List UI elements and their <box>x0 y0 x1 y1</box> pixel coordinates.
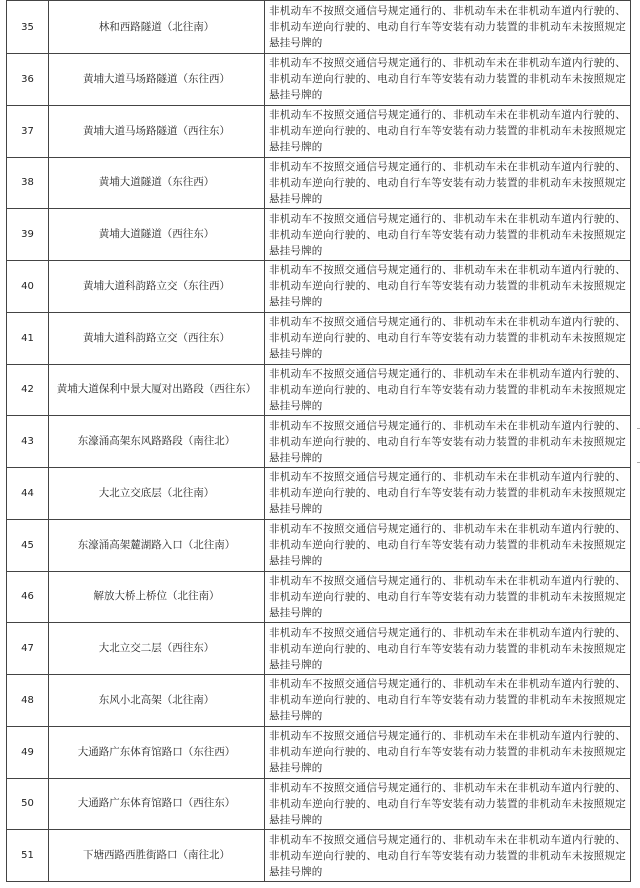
violation-cell: 非机动车不按照交通信号规定通行的、非机动车未在非机动车道内行驶的、非机动车逆向行驶的、电动自行车等安装有动力装置的非机动车未按照规定悬挂号牌的 <box>265 778 631 830</box>
violation-cell: 非机动车不按照交通信号规定通行的、非机动车未在非机动车道内行驶的、非机动车逆向行驶的、电动自行车等安装有动力装置的非机动车未按照规定悬挂号牌的 <box>265 312 631 364</box>
location-cell: 大北立交二层（西往东） <box>49 623 265 675</box>
row-number-cell: 44 <box>7 468 49 520</box>
table-row <box>7 1 631 54</box>
table-row <box>7 54 631 106</box>
table-row <box>7 468 631 520</box>
table-row <box>7 623 631 675</box>
location-cell: 黄埔大道科韵路立交（东往西） <box>49 261 265 313</box>
table-row <box>7 778 631 830</box>
violation-locations-table <box>6 0 631 882</box>
violation-cell: 非机动车不按照交通信号规定通行的、非机动车未在非机动车道内行驶的、非机动车逆向行驶的、电动自行车等安装有动力装置的非机动车未按照规定悬挂号牌的 <box>265 209 631 261</box>
row-number-cell: 50 <box>7 778 49 830</box>
violation-cell: 非机动车不按照交通信号规定通行的、非机动车未在非机动车道内行驶的、非机动车逆向行驶的、电动自行车等安装有动力装置的非机动车未按照规定悬挂号牌的 <box>265 468 631 520</box>
violation-cell: 非机动车不按照交通信号规定通行的、非机动车未在非机动车道内行驶的、非机动车逆向行驶的、电动自行车等安装有动力装置的非机动车未按照规定悬挂号牌的 <box>265 364 631 416</box>
row-number-cell: 36 <box>7 54 49 106</box>
row-number-cell: 40 <box>7 261 49 313</box>
location-cell: 黄埔大道马场路隧道（西往东） <box>49 105 265 157</box>
location-cell: 下塘西路西胜街路口（南往北） <box>49 830 265 882</box>
violation-cell: 非机动车不按照交通信号规定通行的、非机动车未在非机动车道内行驶的、非机动车逆向行驶的、电动自行车等安装有动力装置的非机动车未按照规定悬挂号牌的 <box>265 54 631 106</box>
table-row <box>7 105 631 157</box>
location-cell: 解放大桥上桥位（北往南） <box>49 571 265 623</box>
table-row <box>7 830 631 882</box>
table-row <box>7 364 631 416</box>
row-number-cell: 39 <box>7 209 49 261</box>
table-row <box>7 312 631 364</box>
location-cell: 黄埔大道科韵路立交（西往东） <box>49 312 265 364</box>
violation-cell: 非机动车不按照交通信号规定通行的、非机动车未在非机动车道内行驶的、非机动车逆向行驶的、电动自行车等安装有动力装置的非机动车未按照规定悬挂号牌的 <box>265 571 631 623</box>
row-number-cell: 43 <box>7 416 49 468</box>
table-body <box>7 1 631 882</box>
table-row <box>7 519 631 571</box>
table-row <box>7 209 631 261</box>
location-cell: 黄埔大道隧道（西往东） <box>49 209 265 261</box>
table-row <box>7 675 631 727</box>
violation-cell: 非机动车不按照交通信号规定通行的、非机动车未在非机动车道内行驶的、非机动车逆向行驶的、电动自行车等安装有动力装置的非机动车未按照规定悬挂号牌的 <box>265 675 631 727</box>
table-row <box>7 261 631 313</box>
location-cell: 林和西路隧道（北往南） <box>49 1 265 54</box>
table-row <box>7 726 631 778</box>
row-number-cell: 48 <box>7 675 49 727</box>
row-number-cell: 38 <box>7 157 49 209</box>
row-number-cell: 35 <box>7 1 49 54</box>
violation-cell: 非机动车不按照交通信号规定通行的、非机动车未在非机动车道内行驶的、非机动车逆向行驶的、电动自行车等安装有动力装置的非机动车未按照规定悬挂号牌的 <box>265 726 631 778</box>
location-cell: 大通路广东体育馆路口（西往东） <box>49 778 265 830</box>
violation-cell: 非机动车不按照交通信号规定通行的、非机动车未在非机动车道内行驶的、非机动车逆向行驶的、电动自行车等安装有动力装置的非机动车未按照规定悬挂号牌的 <box>265 261 631 313</box>
location-cell: 大北立交底层（北往南） <box>49 468 265 520</box>
row-number-cell: 51 <box>7 830 49 882</box>
location-cell: 东风小北高架（北往南） <box>49 675 265 727</box>
location-cell: 黄埔大道隧道（东往西） <box>49 157 265 209</box>
location-cell: 黄埔大道保利中景大厦对出路段（西往东） <box>49 364 265 416</box>
row-number-cell: 47 <box>7 623 49 675</box>
row-number-cell: 46 <box>7 571 49 623</box>
location-cell: 大通路广东体育馆路口（东往西） <box>49 726 265 778</box>
violation-cell: 非机动车不按照交通信号规定通行的、非机动车未在非机动车道内行驶的、非机动车逆向行驶的、电动自行车等安装有动力装置的非机动车未按照规定悬挂号牌的 <box>265 416 631 468</box>
row-number-cell: 42 <box>7 364 49 416</box>
violation-cell: 非机动车不按照交通信号规定通行的、非机动车未在非机动车道内行驶的、非机动车逆向行驶的、电动自行车等安装有动力装置的非机动车未按照规定悬挂号牌的 <box>265 157 631 209</box>
location-cell: 黄埔大道马场路隧道（东往西） <box>49 54 265 106</box>
row-number-cell: 37 <box>7 105 49 157</box>
row-number-cell: 41 <box>7 312 49 364</box>
location-cell: 东濠涌高架东风路路段（南往北） <box>49 416 265 468</box>
violation-cell: 非机动车不按照交通信号规定通行的、非机动车未在非机动车道内行驶的、非机动车逆向行驶的、电动自行车等安装有动力装置的非机动车未按照规定悬挂号牌的 <box>265 830 631 882</box>
row-number-cell: 49 <box>7 726 49 778</box>
table-row <box>7 571 631 623</box>
violation-cell: 非机动车不按照交通信号规定通行的、非机动车未在非机动车道内行驶的、非机动车逆向行驶的、电动自行车等安装有动力装置的非机动车未按照规定悬挂号牌的 <box>265 105 631 157</box>
violation-cell: 非机动车不按照交通信号规定通行的、非机动车未在非机动车道内行驶的、非机动车逆向行驶的、电动自行车等安装有动力装置的非机动车未按照规定悬挂号牌的 <box>265 1 631 54</box>
violation-cell: 非机动车不按照交通信号规定通行的、非机动车未在非机动车道内行驶的、非机动车逆向行驶的、电动自行车等安装有动力装置的非机动车未按照规定悬挂号牌的 <box>265 519 631 571</box>
table-row <box>7 157 631 209</box>
table-row <box>7 416 631 468</box>
violation-cell: 非机动车不按照交通信号规定通行的、非机动车未在非机动车道内行驶的、非机动车逆向行驶的、电动自行车等安装有动力装置的非机动车未按照规定悬挂号牌的 <box>265 623 631 675</box>
location-cell: 东濠涌高架麓湖路入口（北往南） <box>49 519 265 571</box>
row-number-cell: 45 <box>7 519 49 571</box>
